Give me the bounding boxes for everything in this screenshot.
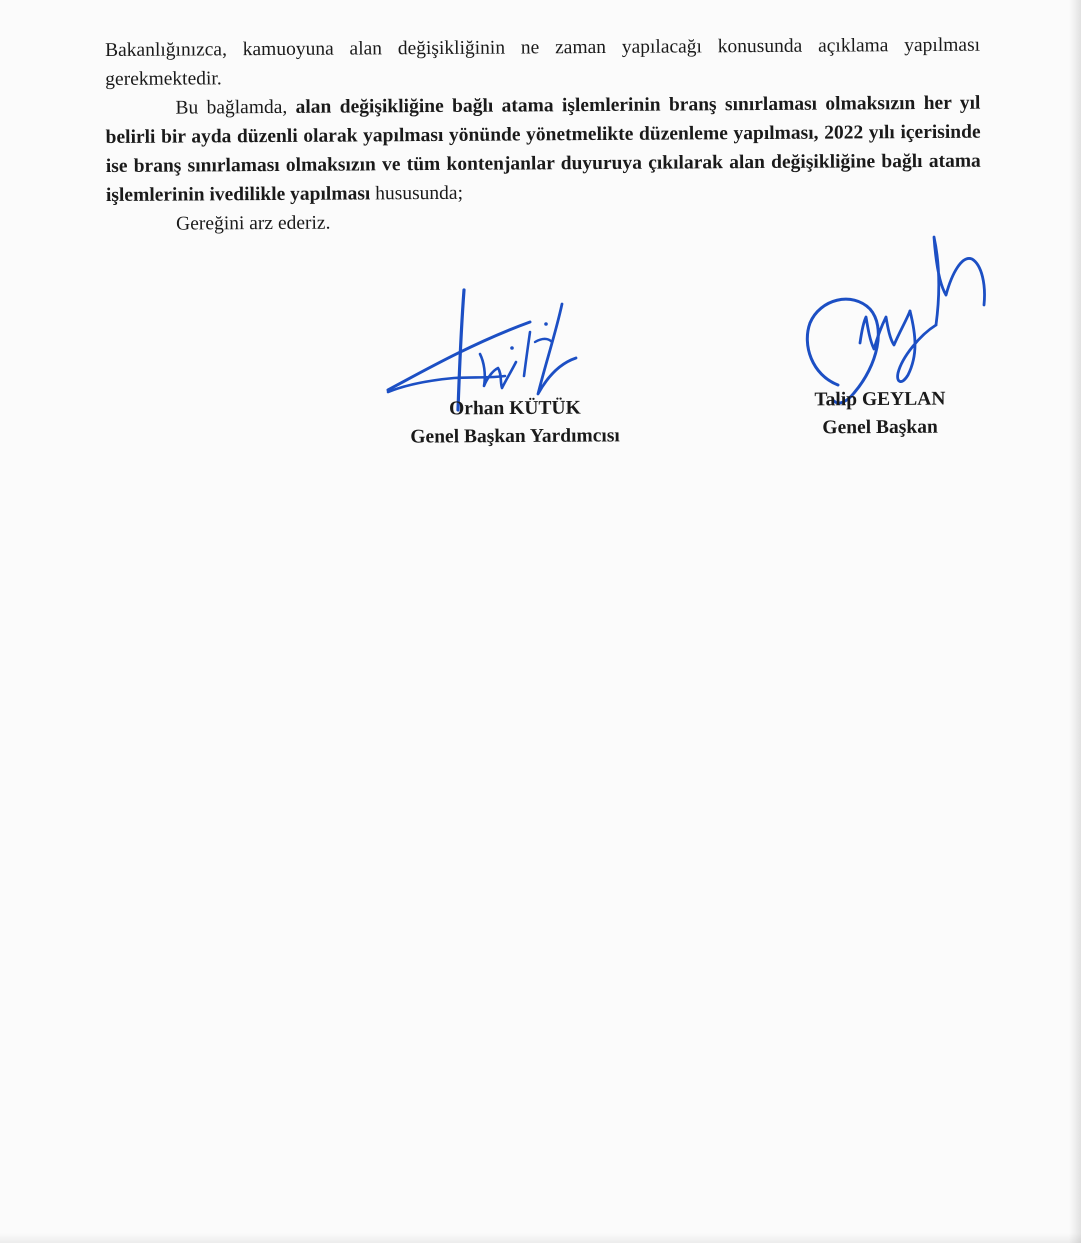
paragraph-request bbox=[105, 89, 981, 210]
signatory-title: Genel Başkan Yardımcısı bbox=[410, 425, 620, 448]
paragraph-request-tail: hususunda; bbox=[370, 182, 464, 205]
paragraph-request-bold: alan değişikliğine bağlı atama işlemlerinin branş sınırlaması olmaksızın her yıl belirli bir ayda düzenli olarak yapılması yönünde yönetmelikte düzenleme yapılması, 2022 yılı içerisinde ise branş sınırlaması olmaksızın ve tüm kontenjanlar duyuruya çıkılarak alan değişikliğine bağlı atama işlemlerinin ivedilikle yapılması bbox=[105, 92, 981, 206]
signatory-name: Talip GEYLAN bbox=[814, 388, 946, 411]
signatory-name: Orhan KÜTÜK bbox=[449, 397, 581, 420]
paragraph-announcement: Bakanlığınızca, kamuoyuna alan değişikliğinin ne zaman yapılacağı konusunda açıklama yapılması gerekmektedir. bbox=[105, 34, 981, 90]
paragraph-request-intro: Bu bağlamda, bbox=[175, 96, 296, 119]
page-bottom-shadow bbox=[0, 1233, 1081, 1243]
signatory-left bbox=[385, 394, 645, 452]
signatory-right bbox=[790, 385, 970, 442]
signatory-title: Genel Başkan bbox=[822, 416, 938, 439]
letter-body bbox=[105, 31, 981, 239]
page-edge-shadow bbox=[1069, 0, 1081, 1243]
closing-line: Gereğini arz ederiz. bbox=[176, 212, 331, 235]
